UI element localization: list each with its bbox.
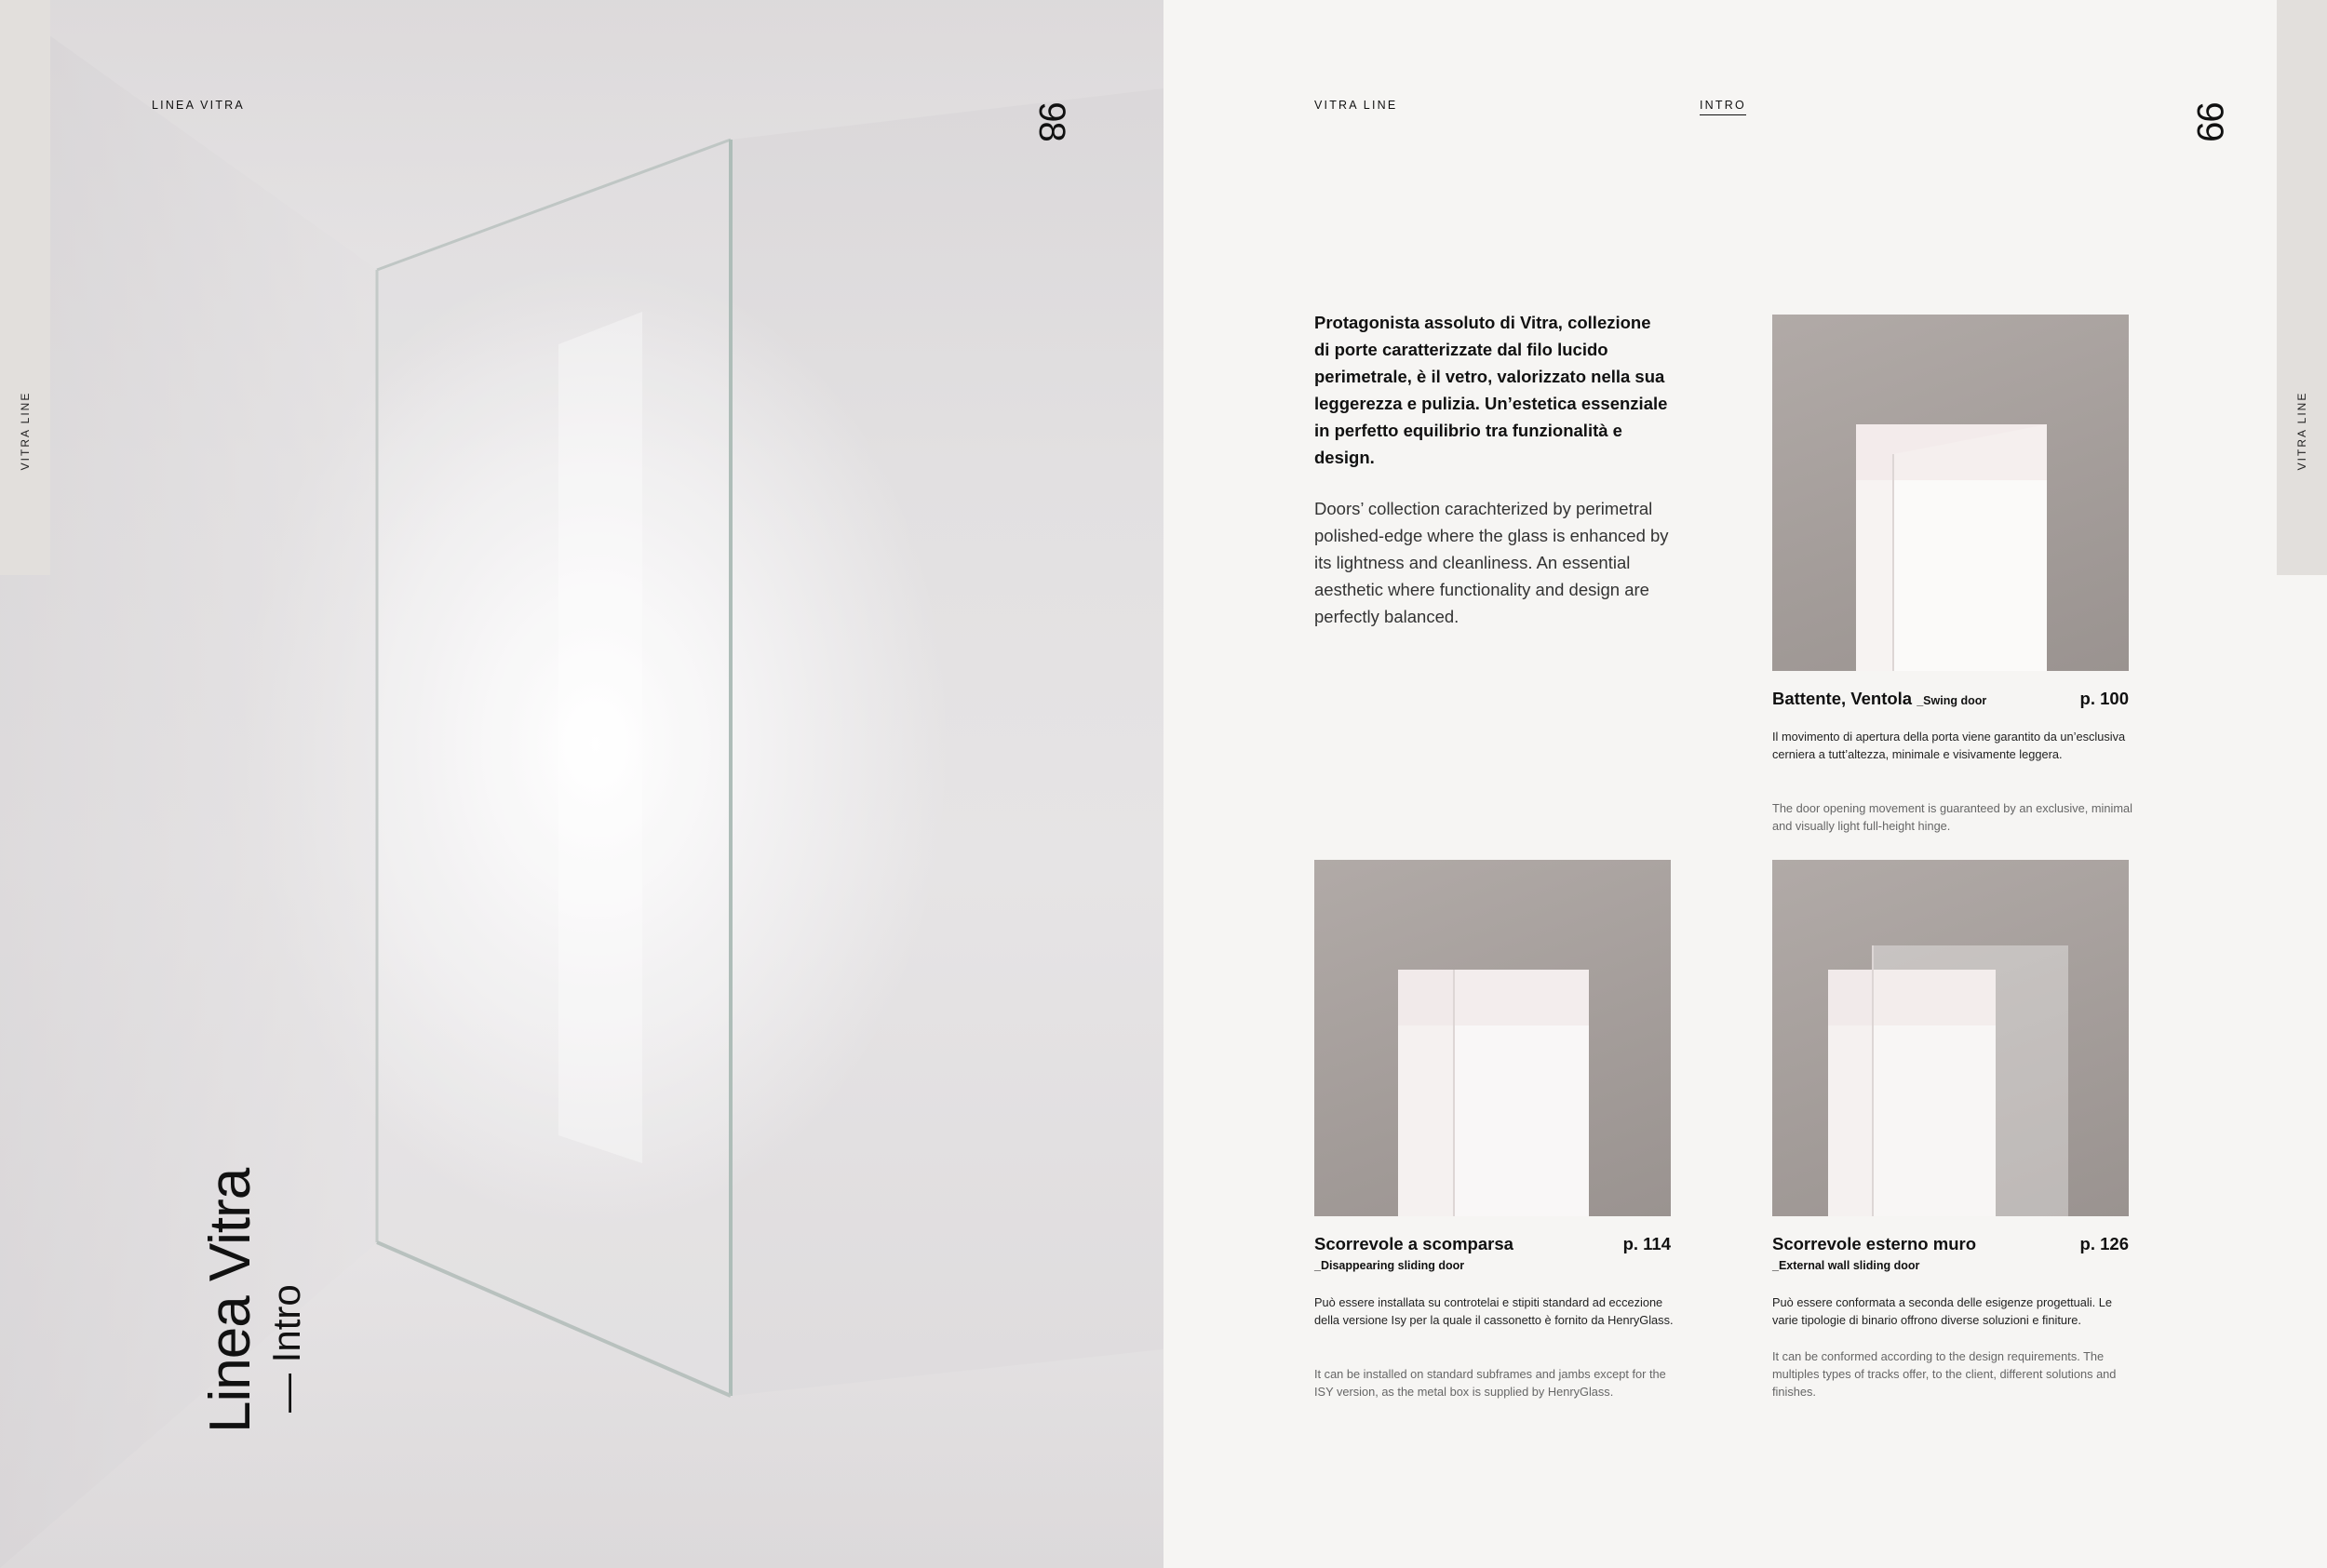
running-head-left: LINEA VITRA xyxy=(152,99,245,112)
product-description-english: It can be installed on standard subframes and jambs except for the ISY version, as the metal box is supplied by HenryGlass. xyxy=(1314,1367,1666,1399)
product-description-italian: Può essere conformata a seconda delle esigenze progettuali. Le varie tipologie di binario offrono diverse soluzioni e finiture. xyxy=(1772,1295,2112,1327)
disappearing-sliding-door-image[interactable] xyxy=(1314,860,1671,1216)
external-wall-sliding-door-image[interactable] xyxy=(1772,860,2129,1216)
product-page-link[interactable]: p. 126 xyxy=(2079,1234,2129,1253)
section-tab-intro[interactable]: INTRO xyxy=(1700,99,1746,115)
swing-door-image[interactable] xyxy=(1772,315,2129,671)
product-title: Scorrevole esterno muro xyxy=(1772,1234,1976,1253)
lead-paragraph-italian: Protagonista assoluto di Vitra, collezione di porte caratterizzate dal filo lucido perimetrale, è il vetro, valorizzato nella sua leggerezza e pulizia. Un’estetica essenziale in perfetto equilibrio tra funzionalità e design. xyxy=(1314,313,1668,467)
product-description-english: It can be conformed according to the design requirements. The multiples types of tracks offer, to the client, different solutions and finishes. xyxy=(1772,1349,2117,1399)
side-tab-label: VITRA LINE xyxy=(19,391,32,471)
product-description-italian: Il movimento di apertura della porta viene garantito da un’esclusiva cerniera a tutt’altezza, minimale e visivamente leggera. xyxy=(1772,730,2126,761)
product-page-link[interactable]: p. 100 xyxy=(2079,689,2129,708)
side-tab-right xyxy=(2277,0,2327,575)
page-title: Linea Vitra xyxy=(198,1168,262,1433)
product-subtitle: _External wall sliding door xyxy=(1772,1259,1920,1272)
page-number-right: 99 xyxy=(2188,101,2230,141)
running-head-right: VITRA LINE xyxy=(1314,99,1398,112)
product-page-link[interactable]: p. 114 xyxy=(1622,1234,1671,1253)
product-title: Scorrevole a scomparsa xyxy=(1314,1234,1513,1253)
product-title-text: Battente, Ventola xyxy=(1772,689,1913,708)
product-title xyxy=(1772,689,1986,709)
lead-paragraph-english: Doors’ collection carachterized by perimetral polished-edge where the glass is enhanced by its lightness and cleanliness. An essential aesthetic where functionality and design are perfectly balanced. xyxy=(1314,499,1669,626)
product-description-english: The door opening movement is guaranteed by an exclusive, minimal and visually light full-height hinge. xyxy=(1772,801,2132,833)
product-subtitle: _Disappearing sliding door xyxy=(1314,1259,1465,1272)
page-number-left: 98 xyxy=(1030,101,1072,141)
page-subtitle: — Intro xyxy=(264,1284,308,1413)
product-description-italian: Può essere installata su controtelai e stipiti standard ad eccezione della versione Isy per la quale il cassonetto è fornito da HenryGlass. xyxy=(1314,1295,1674,1327)
side-tab-left xyxy=(0,0,50,575)
product-subtitle: _Swing door xyxy=(1917,694,1987,707)
side-tab-label: VITRA LINE xyxy=(2295,391,2308,471)
